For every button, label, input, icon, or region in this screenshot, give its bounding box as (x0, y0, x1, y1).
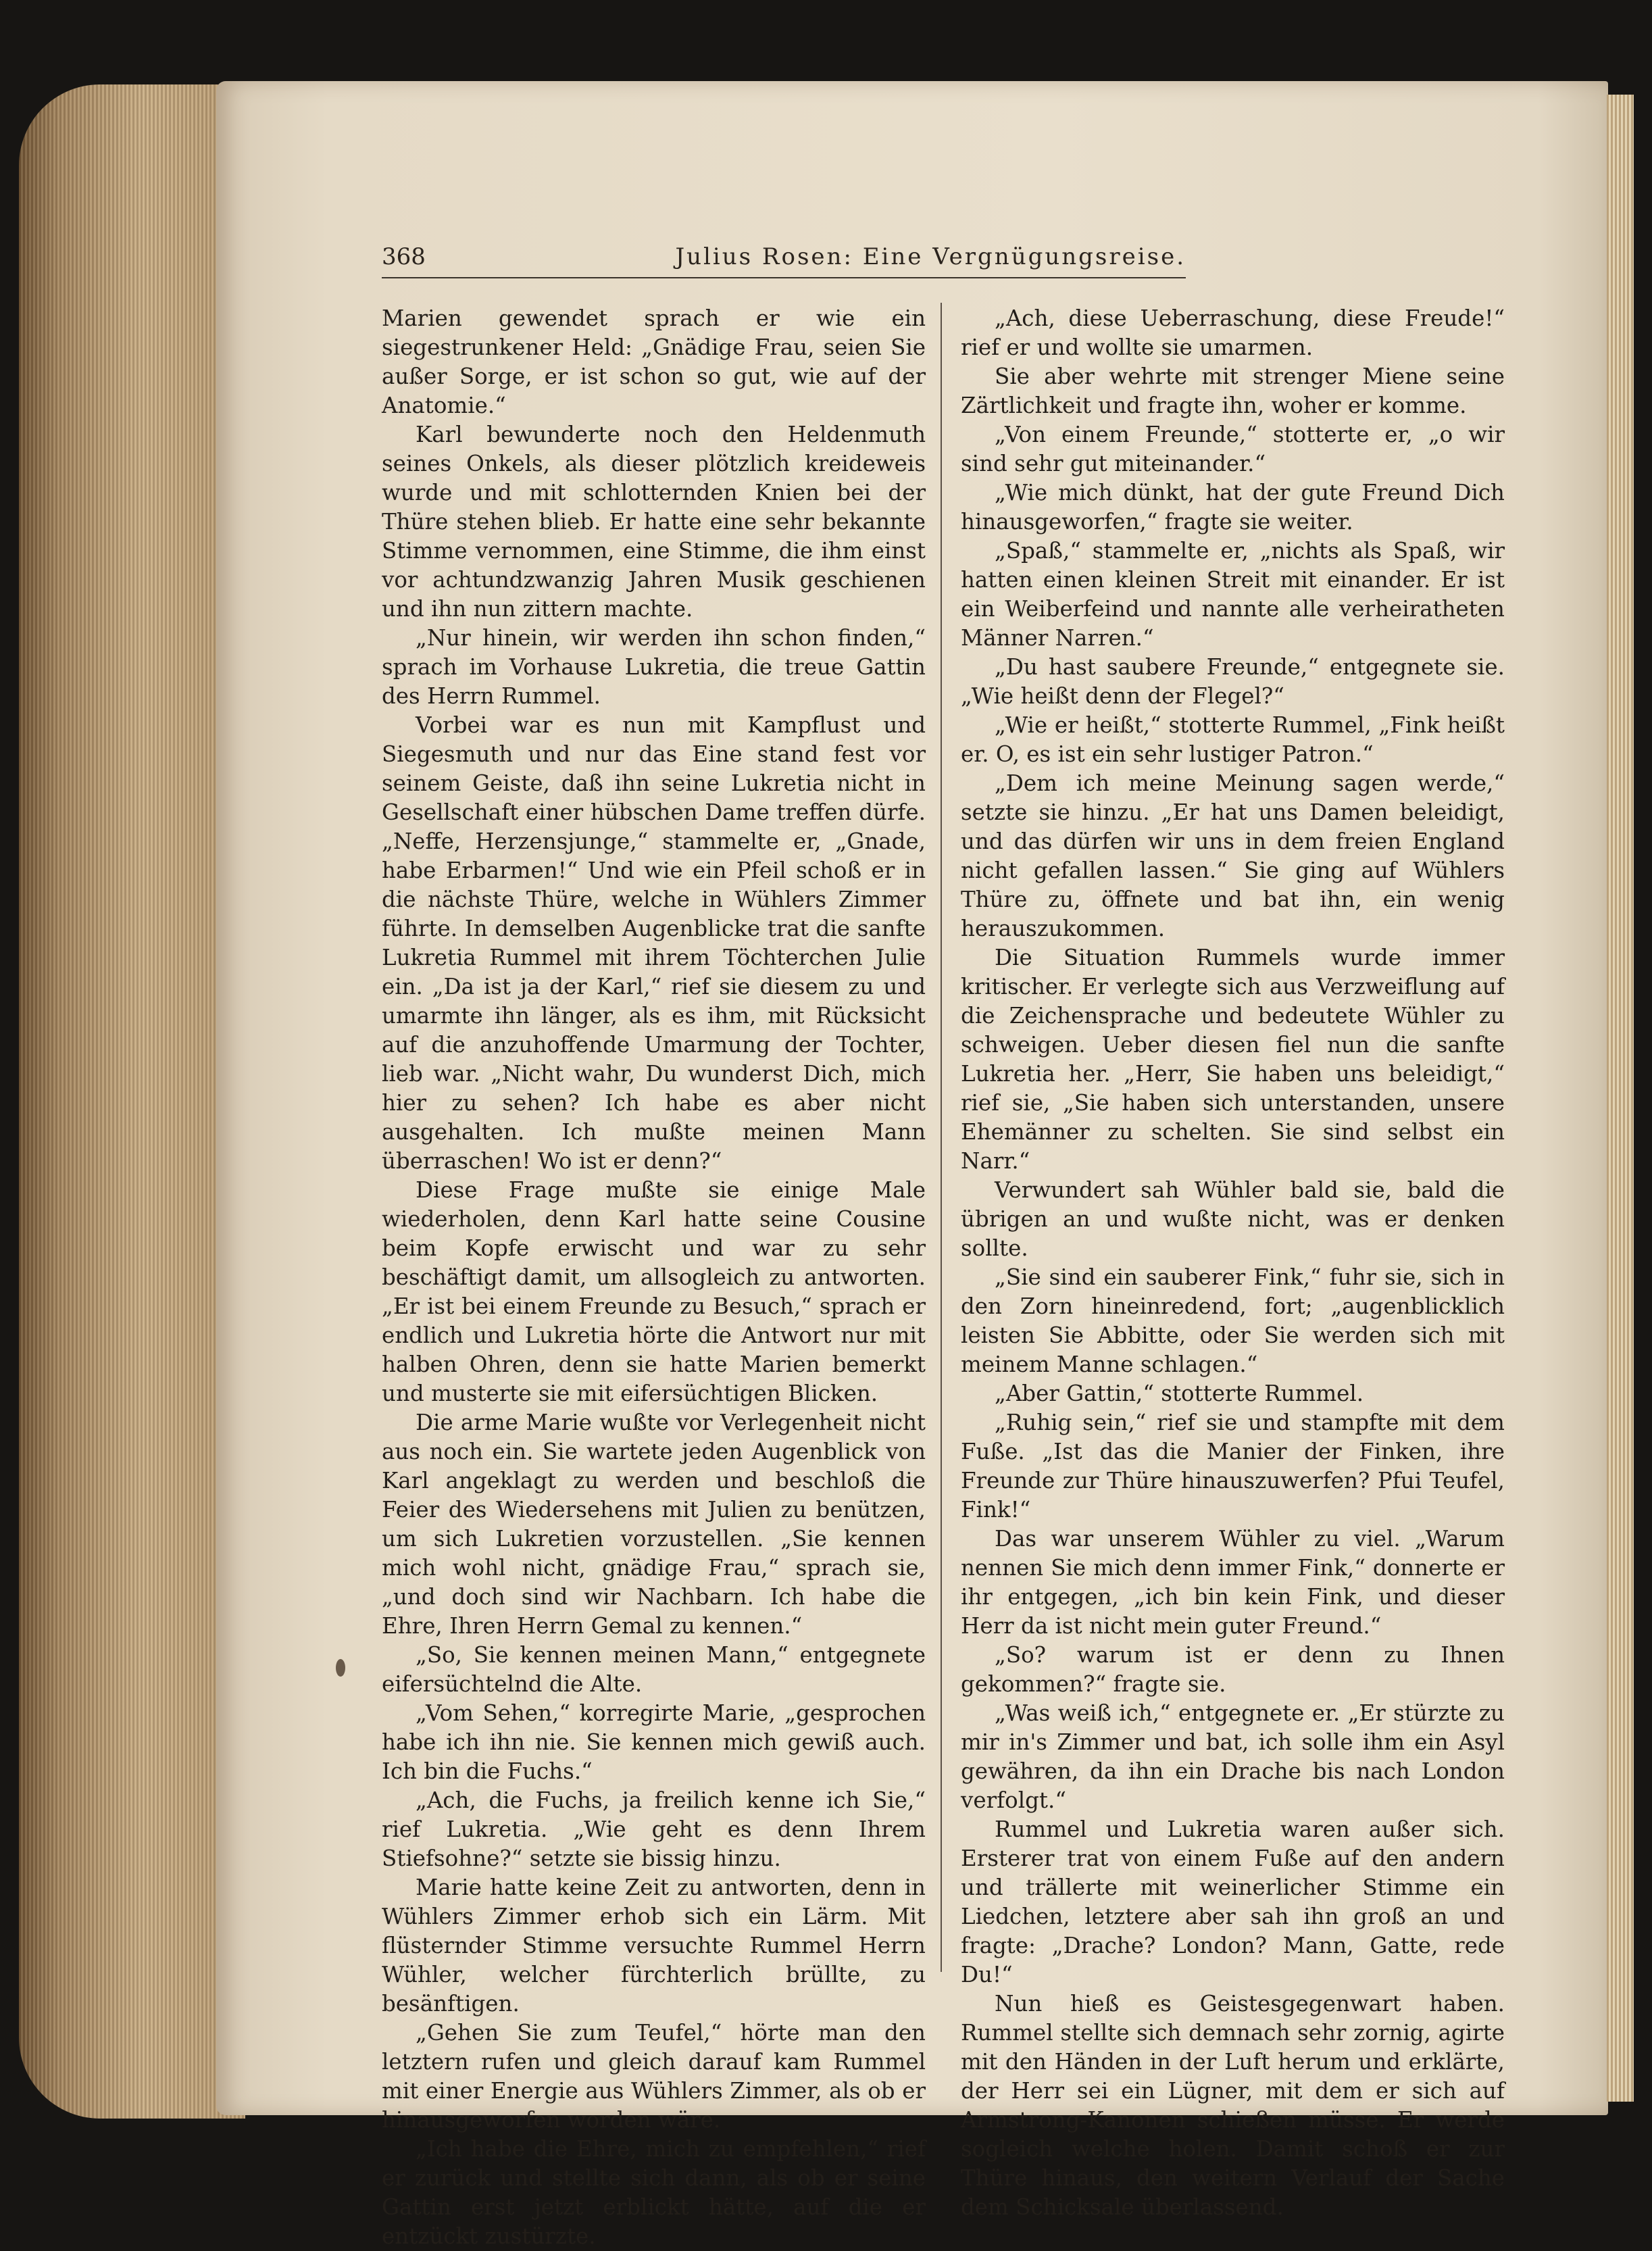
paragraph: Karl bewunderte noch den Heldenmuth seines Onkels, als dieser plötzlich kreideweis wurde und mit schlotternden Knien bei der Thüre stehen blieb. Er hatte eine sehr bekannte Stimme vernommen, eine Stimme, die ihm einst vor achtundzwanzig Jahren Musik geschienen und ihn nun zittern machte. (382, 422, 926, 622)
paragraph: Die arme Marie wußte vor Verlegenheit nicht aus noch ein. Sie wartete jeden Augenblick von Karl angeklagt zu werden und beschloß die Feier des Wiedersehens mit Julien zu benützen, um sich Lukretien vorzustellen. „Sie kennen mich wohl nicht, gnädige Frau,“ sprach sie, „und doch sind wir Nachbarn. Ich habe die Ehre, Ihren Herrn Gemal zu kennen.“ (382, 1410, 926, 1639)
paragraph: Rummel und Lukretia waren außer sich. Ersterer trat von einem Fuße auf den andern und trällerte mit weinerlicher Stimme ein Liedchen, letztere aber sah ihn groß an und fragte: „Drache? London? Mann, Gatte, rede Du!“ (961, 1816, 1505, 1987)
paragraph: Die Situation Rummels wurde immer kritischer. Er verlegte sich aus Verzweiflung auf die Zeichensprache und bedeutete Wühler zu schweigen. Ueber diesen fiel nun die sanfte Lukretia her. „Herr, Sie haben uns beleidigt,“ rief sie, „Sie haben sich unterstanden, unsere Ehemänner zu schelten. Sie sind selbst ein Narr.“ (961, 945, 1505, 1174)
book-page-edges (19, 84, 245, 2119)
paragraph: „Sie sind ein sauberer Fink,“ fuhr sie, sich in den Zorn hineinredend, fort; „augenblicklich leisten Sie Abbitte, oder Sie werden sich mit meinem Manne schlagen.“ (961, 1264, 1505, 1377)
paragraph: „Spaß,“ stammelte er, „nichts als Spaß, wir hatten einen kleinen Streit mit einander. Er ist ein Weiberfeind und nannte alle verheiratheten Männer Narren.“ (961, 538, 1505, 651)
paragraph: Verwundert sah Wühler bald sie, bald die übrigen an und wußte nicht, was er denken sollte. (961, 1177, 1505, 1261)
paragraph: Marie hatte keine Zeit zu antworten, denn in Wühlers Zimmer erhob sich ein Lärm. Mit flüsternder Stimme versuchte Rummel Herrn Wühler, welcher fürchterlich brüllte, zu besänftigen. (382, 1875, 926, 2017)
paragraph: Diese Frage mußte sie einige Male wiederholen, denn Karl hatte seine Cousine beim Kopfe erwischt und war zu sehr beschäftigt damit, um allsogleich zu antworten. „Er ist bei einem Freunde zu Besuch,“ sprach er endlich und Lukretia hörte die Antwort nur mit halben Ohren, denn sie hatte Marien bemerkt und musterte sie mit eifersüchtigen Blicken. (382, 1177, 926, 1406)
paragraph: „Wie er heißt,“ stotterte Rummel, „Fink heißt er. O, es ist ein sehr lustiger Patron.“ (961, 712, 1505, 767)
paragraph: „Aber Gattin,“ stotterte Rummel. (995, 1381, 1364, 1406)
paragraph: „Gehen Sie zum Teufel,“ hörte man den letztern rufen und gleich darauf kam Rummel mit einer Energie aus Wühlers Zimmer, als ob er hinausgeworfen worden wäre. (382, 2020, 926, 2133)
paragraph: „So? warum ist er denn zu Ihnen gekommen?“ fragte sie. (961, 1642, 1505, 1697)
paragraph: Das war unserem Wühler zu viel. „Warum nennen Sie mich denn immer Fink,“ donnerte er ihr entgegen, „ich bin kein Fink, und dieser Herr da ist nicht mein guter Freund.“ (961, 1526, 1505, 1639)
ink-smudge (336, 1659, 345, 1677)
left-column (382, 304, 926, 2251)
paragraph: „Dem ich meine Meinung sagen werde,“ setzte sie hinzu. „Er hat uns Damen beleidigt, und das dürfen wir uns in dem freien England nicht gefallen lassen.“ Sie ging auf Wühlers Thüre zu, öffnete und bat ihn, ein wenig herauszukommen. (961, 770, 1505, 941)
page-number: 368 (382, 243, 426, 270)
facing-page-edge (1607, 95, 1634, 2102)
paragraph: „Ach, diese Ueberraschung, diese Freude!“ rief er und wollte sie umarmen. (961, 305, 1505, 360)
paragraph: Marien gewendet sprach er wie ein siegestrunkener Held: „Gnädige Frau, seien Sie außer Sorge, er ist schon so gut, wie auf der Anatomie.“ (382, 305, 926, 418)
right-column (961, 304, 1505, 2222)
paragraph: „So, Sie kennen meinen Mann,“ entgegnete eifersüchtelnd die Alte. (382, 1642, 926, 1697)
column-divider (941, 303, 942, 1972)
paragraph: Sie aber wehrte mit strenger Miene seine Zärtlichkeit und fragte ihn, woher er komme. (961, 364, 1505, 418)
paragraph: „Ach, die Fuchs, ja freilich kenne ich Sie,“ rief Lukretia. „Wie geht es denn Ihrem Stiefsohne?“ setzte sie bissig hinzu. (382, 1787, 926, 1871)
paragraph: „Ich habe die Ehre, mich zu empfehlen,“ rief er zurück und stellte sich dann, als ob er seine Gattin erst jetzt erblickt hätte, auf die er entzückt zustürzte. (382, 2136, 926, 2249)
paragraph: „Vom Sehen,“ korregirte Marie, „gesprochen habe ich ihn nie. Sie kennen mich gewiß auch. Ich bin die Fuchs.“ (382, 1700, 926, 1784)
paragraph: „Nur hinein, wir werden ihn schon finden,“ sprach im Vorhause Lukretia, die treue Gattin des Herrn Rummel. (382, 625, 926, 709)
running-head (382, 243, 1186, 278)
paragraph: „Wie mich dünkt, hat der gute Freund Dich hinausgeworfen,“ fragte sie weiter. (961, 480, 1505, 535)
paragraph: Nun hieß es Geistesgegenwart haben. Rummel stellte sich demnach sehr zornig, agirte mit den Händen in der Luft herum und erklärte, der Herr sei ein Lügner, mit dem er sich auf Armstrong-Kanonen schießen müsse. Er werde sogleich welche holen. Damit schoß er zur Thüre hinaus, den weitern Verlauf der Sache dem Schicksale überlassend. (961, 1991, 1505, 2220)
paragraph: „Du hast saubere Freunde,“ entgegnete sie. „Wie heißt denn der Flegel?“ (961, 654, 1505, 709)
paragraph: „Von einem Freunde,“ stotterte er, „o wir sind sehr gut miteinander.“ (961, 422, 1505, 476)
running-title: Julius Rosen: Eine Vergnügungsreise. (675, 243, 1186, 270)
paragraph: „Ruhig sein,“ rief sie und stampfte mit dem Fuße. „Ist das die Manier der Finken, ihre Freunde zur Thüre hinauszuwerfen? Pfui Teufel, Fink!“ (961, 1410, 1505, 1523)
paragraph: „Was weiß ich,“ entgegnete er. „Er stürzte zu mir in's Zimmer und bat, ich solle ihm ein Asyl gewähren, da ihn ein Drache bis nach London verfolgt.“ (961, 1700, 1505, 1813)
paragraph: Vorbei war es nun mit Kampflust und Siegesmuth und nur das Eine stand fest vor seinem Geiste, daß ihn seine Lukretia nicht in Gesellschaft einer hübschen Dame treffen dürfe. „Neffe, Herzensjunge,“ stammelte er, „Gnade, habe Erbarmen!“ Und wie ein Pfeil schoß er in die nächste Thüre, welche in Wühlers Zimmer führte. In demselben Augenblicke trat die sanfte Lukretia Rummel mit ihrem Töchterchen Julie ein. „Da ist ja der Karl,“ rief sie diesem zu und umarmte ihn länger, als es ihm, mit Rücksicht auf die anzuhoffende Umarmung der Tochter, lieb war. „Nicht wahr, Du wunderst Dich, mich hier zu sehen? Ich habe es aber nicht ausgehalten. Ich mußte meinen Mann überraschen! Wo ist er denn?“ (382, 712, 926, 1174)
